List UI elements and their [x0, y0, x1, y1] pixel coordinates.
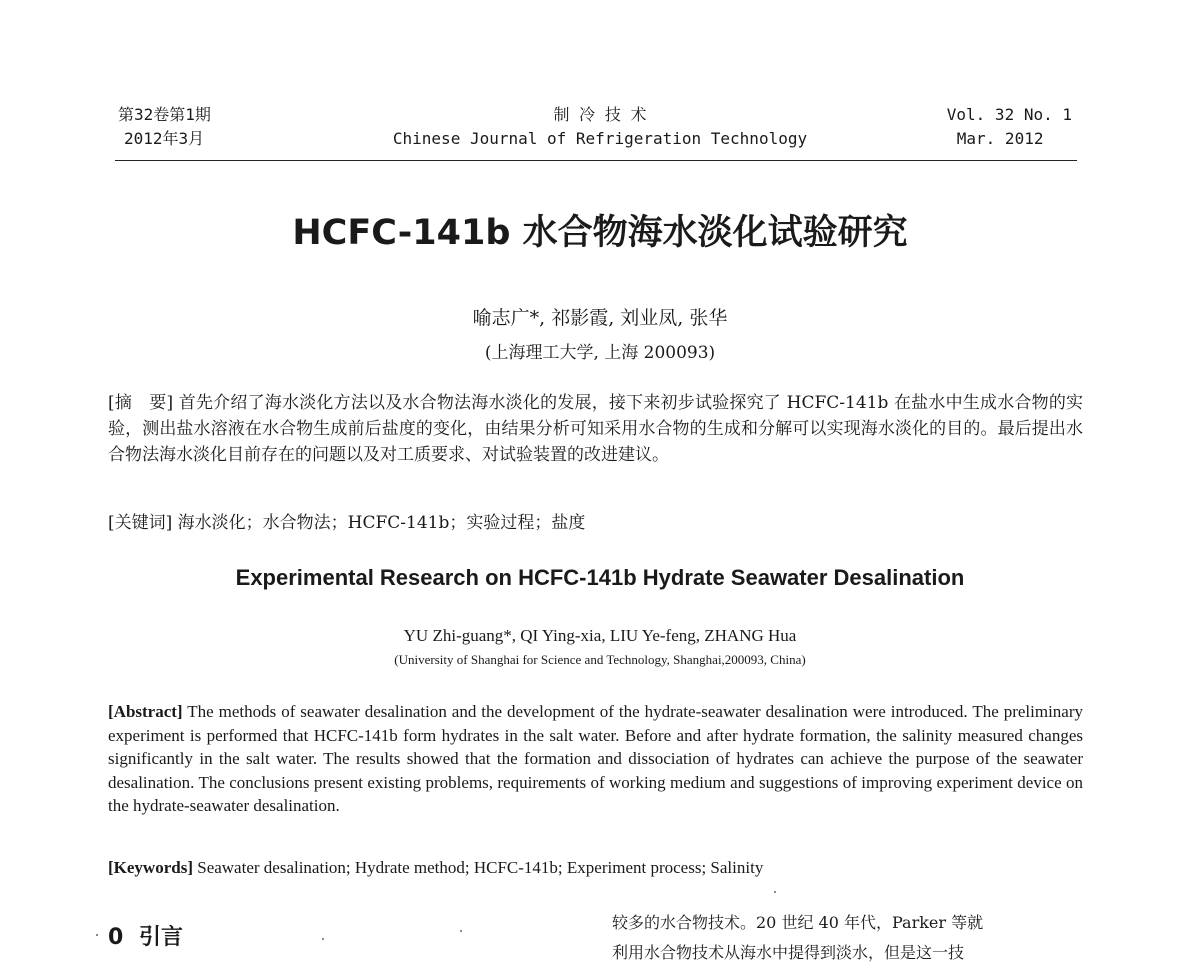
body-line: 利用水合物技术从海水中提得到淡水，但是这一技: [612, 943, 965, 962]
scan-speck: [460, 930, 462, 932]
header-divider: [115, 160, 1077, 161]
keywords-en: [108, 858, 1083, 878]
authors-cn: 喻志广*, 祁影霞, 刘业凤, 张华: [472, 307, 728, 329]
abstract-cn: [108, 390, 1083, 468]
keywords-en-label: [Keywords]: [108, 858, 193, 877]
affiliation-en: (University of Shanghai for Science and Technology, Shanghai,200093, China): [394, 652, 806, 667]
paper-title-en: Experimental Research on HCFC-141b Hydrate Seawater Desalination: [235, 565, 965, 590]
section-number: 0: [108, 925, 124, 950]
journal-name-en: Chinese Journal of Refrigeration Technology: [392, 129, 808, 148]
authors-en: YU Zhi-guang*, QI Ying-xia, LIU Ye-feng, ZHANG Hua: [403, 626, 797, 645]
abstract-cn-text: 首先介绍了海水淡化方法以及水合物法海水淡化的发展，接下来初步试验探究了 HCFC-141b 在盐水中生成水合物的实验，测出盐水溶液在水合物生成前后盐度的变化，由结果分析可知采用水合物的生成和分解可以实现海水淡化的目的。最后提出水合物法海水淡化目前存在的问题以及对工质要求、对试验装置的改进建议。: [108, 393, 1084, 465]
abstract-en-text: The methods of seawater desalination and the development of the hydrate-seawater desalination were introduced. The preliminary experiment is performed that HCFC-141b form hydrates in the salt water. Before and after hydrate formation, the salinity measured changes significantly in the salt water. The results showed that the formation and dissociation of hydrates can achieve the purpose of the seawater desalination. The conclusions present existing problems, requirements of working medium and suggestions of improving experiment device on the hydrate-seawater desalination.: [108, 702, 1083, 815]
journal-name-cn: 制 冷 技 术: [553, 105, 647, 124]
section-heading-introduction: [108, 920, 183, 951]
date-cn: 2012年3月: [124, 129, 205, 148]
scan-speck: [774, 891, 776, 893]
section-title: 引言: [138, 925, 183, 950]
paper-title-cn: HCFC-141b 水合物海水淡化试验研究: [292, 213, 908, 253]
abstract-en-label: [Abstract]: [108, 702, 183, 721]
affiliation-cn: (上海理工大学, 上海 200093): [484, 343, 716, 363]
abstract-en: [108, 700, 1083, 818]
journal-volume-issue-en: [947, 103, 1072, 151]
body-line: 较多的水合物技术。20 世纪 40 年代，Parker 等就: [612, 913, 984, 932]
scan-speck: [96, 934, 98, 936]
volume-issue-cn: 第32卷第1期: [118, 105, 211, 124]
keywords-cn-label: [关键词]: [108, 513, 173, 533]
keywords-cn-text: 海水淡化；水合物法；HCFC-141b；实验过程；盐度: [177, 513, 586, 533]
scan-speck: [322, 938, 324, 940]
keywords-cn: [108, 510, 1083, 536]
body-text-right-column: [612, 908, 1082, 968]
volume-issue-en: Vol. 32 No. 1: [946, 105, 1072, 124]
abstract-cn-label: [摘 要]: [108, 393, 174, 413]
keywords-en-text: Seawater desalination; Hydrate method; HCFC-141b; Experiment process; Salinity: [197, 858, 764, 877]
date-en: Mar. 2012: [956, 129, 1044, 148]
